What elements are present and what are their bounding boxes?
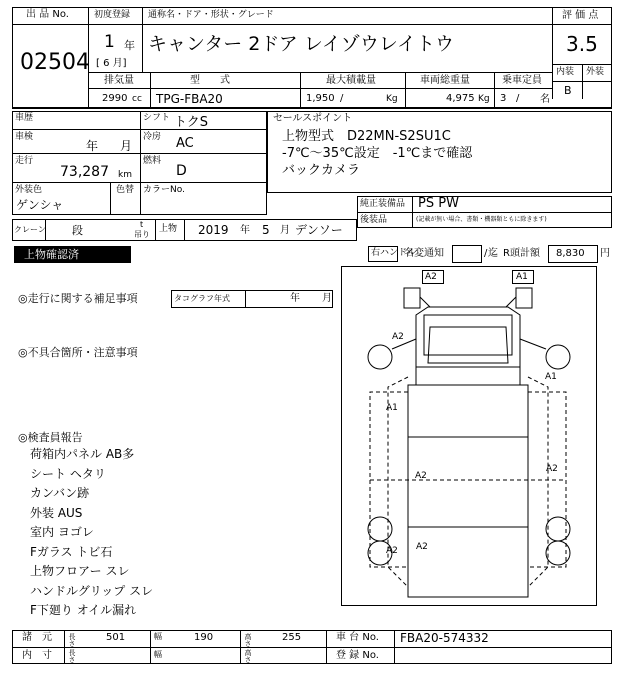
height-label: 高さ [244, 633, 252, 647]
inspector-line: 上物フロアー スレ [30, 564, 130, 578]
inspection-year-unit: 年 [86, 139, 99, 153]
mileage-unit: km [118, 170, 132, 180]
sales-point-line: バックカメラ [282, 163, 361, 178]
truck-diagram-svg [342, 267, 596, 605]
inspector-line: シート ヘタリ [30, 466, 106, 481]
first-reg-year: 1 [104, 32, 115, 52]
reg-no-label: 登 録 No. [336, 650, 379, 661]
inspector-line: F下廻り オイル漏れ [30, 603, 137, 617]
body-maker: デンソー [295, 223, 343, 237]
damage-mark: A1 [386, 403, 398, 413]
interior-label: 内装 [556, 67, 575, 77]
inspector-report-list [30, 445, 153, 621]
sales-point-line: -7℃～35℃設定 -1℃まで確認 [282, 146, 473, 161]
max-load-unit: Kg [386, 94, 398, 104]
damage-mark: A1 [545, 372, 557, 382]
crane-label: クレーン [14, 225, 46, 234]
mileage-label: 走行 [15, 156, 34, 166]
model-code: TPG-FBA20 [156, 92, 223, 106]
sales-point-line: 上物型式 D22MN-S2SU1C [282, 129, 451, 144]
max-load-label: 最大積載量 [326, 75, 376, 86]
history-label: 車歴 [15, 113, 34, 123]
inspector-line: 室内 ヨゴレ [30, 525, 94, 539]
model-name-label: 通称名・ドア・形状・グレード [148, 10, 274, 20]
total-weight: 4,975 [446, 93, 475, 104]
sales-points-label: セールスポイント [273, 113, 353, 124]
length: 501 [106, 632, 126, 643]
mileage: 73,287 [60, 164, 109, 180]
genuine-label: 純正装備品 [360, 199, 406, 209]
inspector-report-label: ◎検査員報告 [18, 431, 83, 444]
crane-steps-unit: 段 [72, 224, 83, 237]
ac: AC [176, 136, 194, 151]
odometer-value: 8,830 [556, 248, 585, 259]
tacho-label: タコグラフ年式 [174, 294, 230, 303]
model-code-label: 型 式 [190, 75, 230, 86]
body-confirmed-text: 上物確認済 [24, 248, 79, 261]
inspection-label: 車検 [15, 132, 34, 142]
front-right-wheel-shape [546, 345, 570, 369]
crane-ton-unit: t [140, 220, 144, 229]
defect-notes-label: ◎不具合箇所・注意事項 [18, 346, 138, 359]
chassis-label: 車 台 No. [336, 632, 379, 643]
cab-outline [416, 307, 520, 385]
sales-points-list [282, 128, 472, 179]
displacement: 2990 [102, 93, 128, 104]
first-reg-year-unit: 年 [124, 39, 135, 52]
genuine-equipment: PS PW [418, 196, 459, 211]
damage-mark: A2 [415, 471, 427, 481]
exterior-color: ゲンシャ [16, 198, 64, 212]
cargo-box-outline [408, 385, 528, 597]
body-year: 2019 [198, 223, 229, 237]
inspector-line: 荷箱内パネル AB多 [30, 447, 135, 461]
shift: トクS [174, 115, 208, 130]
odometer-label: R頭計額 [503, 248, 540, 259]
inspector-line: Fガラス トビ石 [30, 544, 113, 559]
damage-mark: A2 [425, 272, 437, 282]
color-no-label: カラーNo. [143, 185, 185, 195]
displacement-label: 排気量 [104, 75, 134, 86]
aftermarket-note: (記載が無い場合、書類・機器類ともに除きます) [416, 216, 547, 223]
height: 255 [282, 632, 302, 643]
displacement-unit: cc [132, 94, 142, 104]
damage-mark: A2 [392, 332, 404, 342]
body-year-unit: 年 [240, 225, 250, 236]
interior-grade: B [564, 84, 572, 97]
interior-width-label: 幅 [154, 650, 162, 659]
vehicle-diagram [341, 266, 597, 606]
interior-dims-label: 内 寸 [22, 650, 52, 661]
right-mirror-shape [516, 288, 532, 308]
inspector-line: 外装 AUS [30, 505, 83, 520]
damage-mark: A2 [386, 546, 398, 556]
width: 190 [194, 632, 214, 643]
travel-notes-label: ◎走行に関する補足事項 [18, 292, 138, 305]
inspector-line: ハンドルグリップ スレ [30, 583, 154, 598]
ac-label: 冷房 [143, 132, 162, 142]
name-change-slash: / [484, 248, 488, 259]
tacho-month-unit: 月 [322, 293, 332, 304]
interior-length-label: 長さ [68, 649, 76, 663]
first-reg-month: [ 6 月] [96, 58, 127, 69]
lot-no: 02504 [20, 50, 90, 75]
score: 3.5 [566, 32, 598, 56]
lot-no-label: 出 品 No. [26, 9, 69, 20]
odometer-unit: 円 [600, 248, 610, 259]
windshield-shape [424, 315, 512, 355]
inspection-month-unit: 月 [120, 139, 133, 153]
chassis-number: FBA20-574332 [400, 631, 489, 645]
width-label: 幅 [154, 632, 162, 641]
first-reg-label: 初度登録 [94, 10, 131, 20]
damage-mark: A1 [516, 272, 528, 282]
length-label: 長さ [68, 633, 76, 647]
fuel: D [176, 163, 187, 179]
exterior-label: 外装 [586, 67, 605, 77]
fuel-label: 燃料 [143, 156, 162, 166]
damage-mark: A2 [546, 464, 558, 474]
capacity: 3 [500, 93, 507, 104]
capacity-slash: / [516, 93, 520, 104]
color-change-label: 色替 [116, 185, 135, 195]
aftermarket-label: 後装品 [360, 215, 388, 225]
name-change-box [452, 245, 482, 263]
dims-label: 諸 元 [22, 632, 52, 643]
exterior-color-label: 外装色 [15, 185, 43, 195]
left-mirror-shape [404, 288, 420, 308]
inspector-line: カンバン跡 [30, 486, 90, 500]
model-name: キャンター 2ドア レイゾウレイトウ [148, 33, 454, 55]
body-month: 5 [262, 223, 270, 237]
interior-height-label: 高さ [244, 649, 252, 663]
rhd: 右ハンドル [371, 248, 417, 258]
crane-hook-unit: 吊り [134, 230, 150, 239]
score-label: 評 価 点 [562, 10, 599, 21]
total-weight-unit: Kg [478, 94, 490, 104]
odometer-prefix: 迄 [488, 248, 498, 259]
total-weight-label: 車両総重量 [420, 75, 470, 86]
name-change-label: 名変通知 [404, 248, 444, 259]
body-label: 上物 [159, 224, 178, 234]
capacity-unit: 名 [540, 94, 550, 105]
tacho-year-unit: 年 [290, 293, 300, 304]
max-load: 1,950 [306, 93, 335, 104]
damage-mark: A2 [416, 542, 428, 552]
body-month-unit: 月 [280, 225, 290, 236]
front-left-wheel-shape [368, 345, 392, 369]
shift-label: シフト [143, 113, 171, 123]
max-load-slash: / [340, 93, 344, 104]
capacity-label: 乗車定員 [502, 75, 542, 86]
